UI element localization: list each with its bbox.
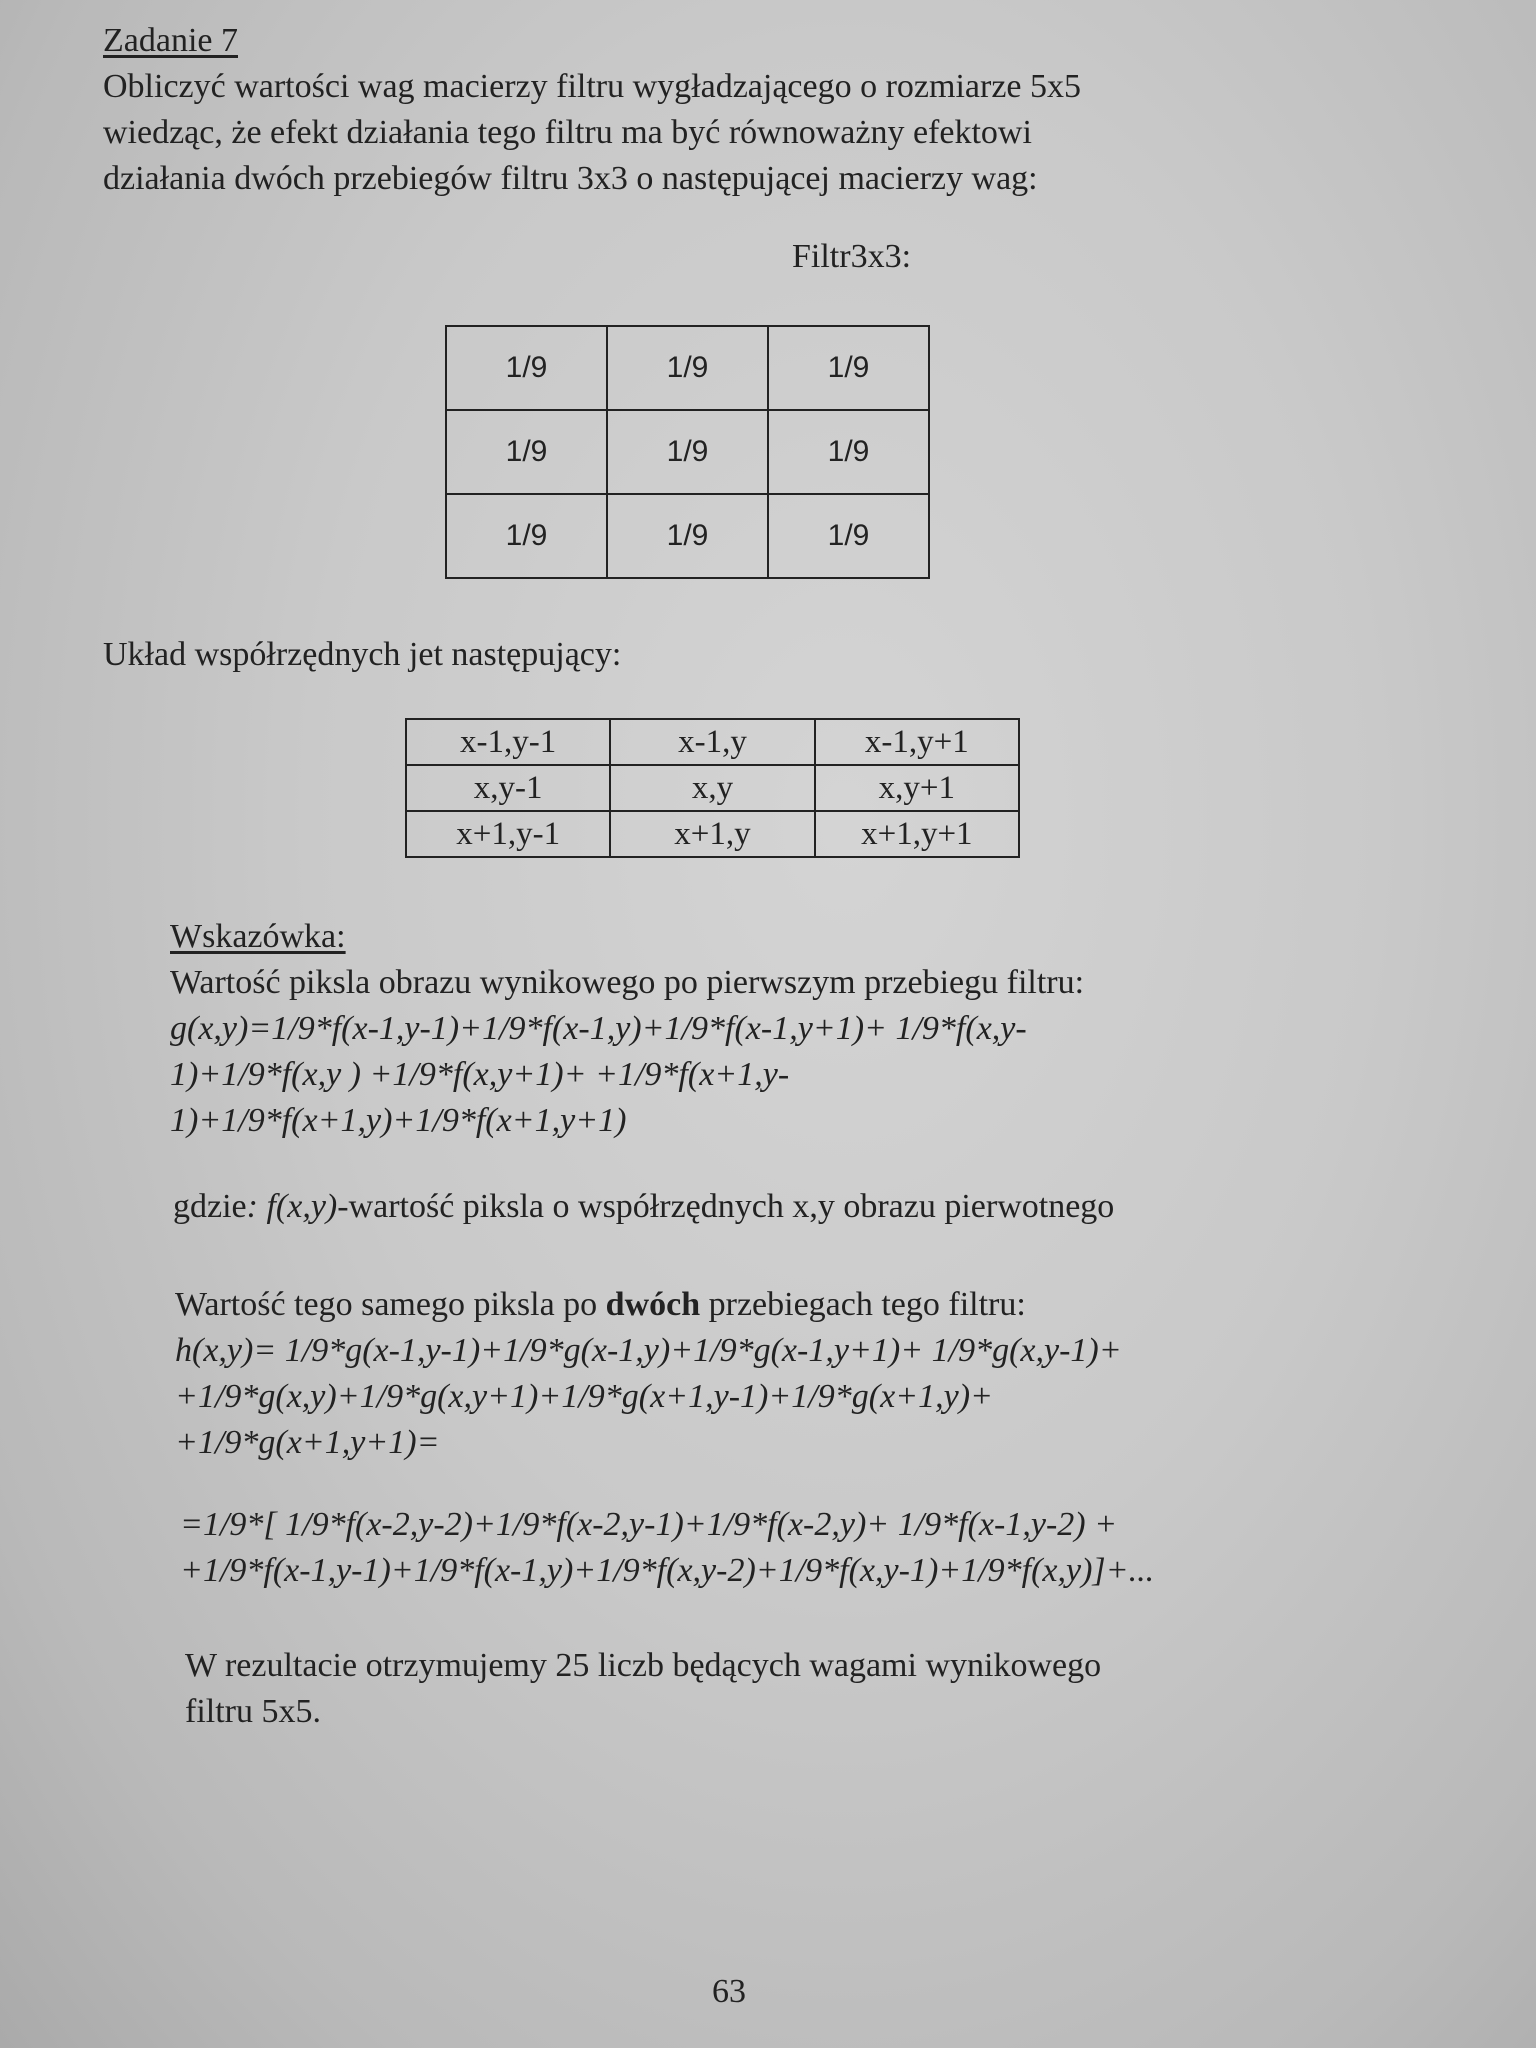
where-prefix: gdzie [173,1188,247,1225]
formula-line: 1)+1/9*f(x+1,y)+1/9*f(x+1,y+1) [170,1102,627,1139]
filter-caption: Filtr3x3: [792,238,912,275]
table-cell: 1/9 [607,494,768,578]
table-cell: x+1,y [610,811,814,857]
result-text [185,1643,1101,1735]
hint-heading: Wskazówka: [170,918,346,955]
table-cell: 1/9 [768,326,929,410]
task-description-line: Obliczyć wartości wag macierzy filtru wygładzającego o rozmiarze 5x5 [103,68,1081,105]
table-row [446,326,929,410]
table-cell: 1/9 [607,410,768,494]
table-row [446,494,929,578]
first-pass-label: Wartość piksla obrazu wynikowego po pierwszym przebiegu filtru: [170,964,1085,1001]
page-number: 63 [712,1973,746,2010]
table-cell: x,y [610,765,814,811]
table-row [446,410,929,494]
formula-line: =1/9*[ 1/9*f(x-2,y-2)+1/9*f(x-2,y-1)+1/9*f(x-2,y)+ 1/9*f(x-1,y-2) + [180,1506,1118,1543]
where-text: -wartość piksla o współrzędnych x,y obrazu pierwotnego [337,1188,1115,1225]
table-cell: x-1,y+1 [815,719,1019,765]
coordinates-table [405,718,1020,858]
task-description-line: wiedząc, że efekt działania tego filtru ma być równoważny efektowi [103,114,1032,151]
table-row [406,719,1019,765]
table-cell: 1/9 [607,326,768,410]
result-line: filtru 5x5. [185,1693,321,1730]
task-description-line: działania dwóch przebiegów filtru 3x3 o następującej macierzy wag: [103,160,1038,197]
table-cell: x,y+1 [815,765,1019,811]
result-line: W rezultacie otrzymujemy 25 liczb będących wagami wynikowego [185,1647,1102,1684]
table-cell: x+1,y+1 [815,811,1019,857]
expansion-formula [180,1502,1154,1594]
table-cell: 1/9 [768,494,929,578]
formula-line: 1)+1/9*f(x,y ) +1/9*f(x,y+1)+ +1/9*f(x+1,y- [170,1056,790,1093]
table-row [406,811,1019,857]
coordinates-caption: Układ współrzędnych jet następujący: [103,636,622,673]
where-symbol: f(x,y) [257,1188,338,1225]
formula-line: g(x,y)=1/9*f(x-1,y-1)+1/9*f(x-1,y)+1/9*f(x-1,y+1)+ 1/9*f(x,y- [170,1010,1027,1047]
filter-weights-table [445,325,930,579]
formula-line: h(x,y)= 1/9*g(x-1,y-1)+1/9*g(x-1,y)+1/9*g(x-1,y+1)+ 1/9*g(x,y-1)+ [175,1332,1122,1369]
task-title: Zadanie 7 [103,22,238,59]
table-cell: 1/9 [446,494,607,578]
table-cell: 1/9 [768,410,929,494]
where-colon: : [246,1188,258,1225]
table-row [406,765,1019,811]
second-pass-suffix: przebiegach tego filtru: [700,1286,1026,1323]
second-pass-bold: dwóch [605,1286,701,1323]
table-cell: 1/9 [446,326,607,410]
table-cell: x-1,y-1 [406,719,610,765]
table-cell: x-1,y [610,719,814,765]
formula-line: +1/9*g(x,y)+1/9*g(x,y+1)+1/9*g(x+1,y-1)+1/9*g(x+1,y)+ [175,1378,993,1415]
second-pass-label [175,1282,1122,1328]
table-cell: x+1,y-1 [406,811,610,857]
second-pass-hint [175,1282,1122,1466]
formula-line: +1/9*g(x+1,y+1)= [175,1424,440,1461]
second-pass-prefix: Wartość tego samego piksla po [175,1286,606,1323]
table-cell: 1/9 [446,410,607,494]
first-pass-hint [170,960,1084,1144]
task-description [103,64,1081,202]
where-definition [173,1184,1114,1230]
formula-line: +1/9*f(x-1,y-1)+1/9*f(x-1,y)+1/9*f(x,y-2)+1/9*f(x,y-1)+1/9*f(x,y)]+... [180,1552,1155,1589]
table-cell: x,y-1 [406,765,610,811]
